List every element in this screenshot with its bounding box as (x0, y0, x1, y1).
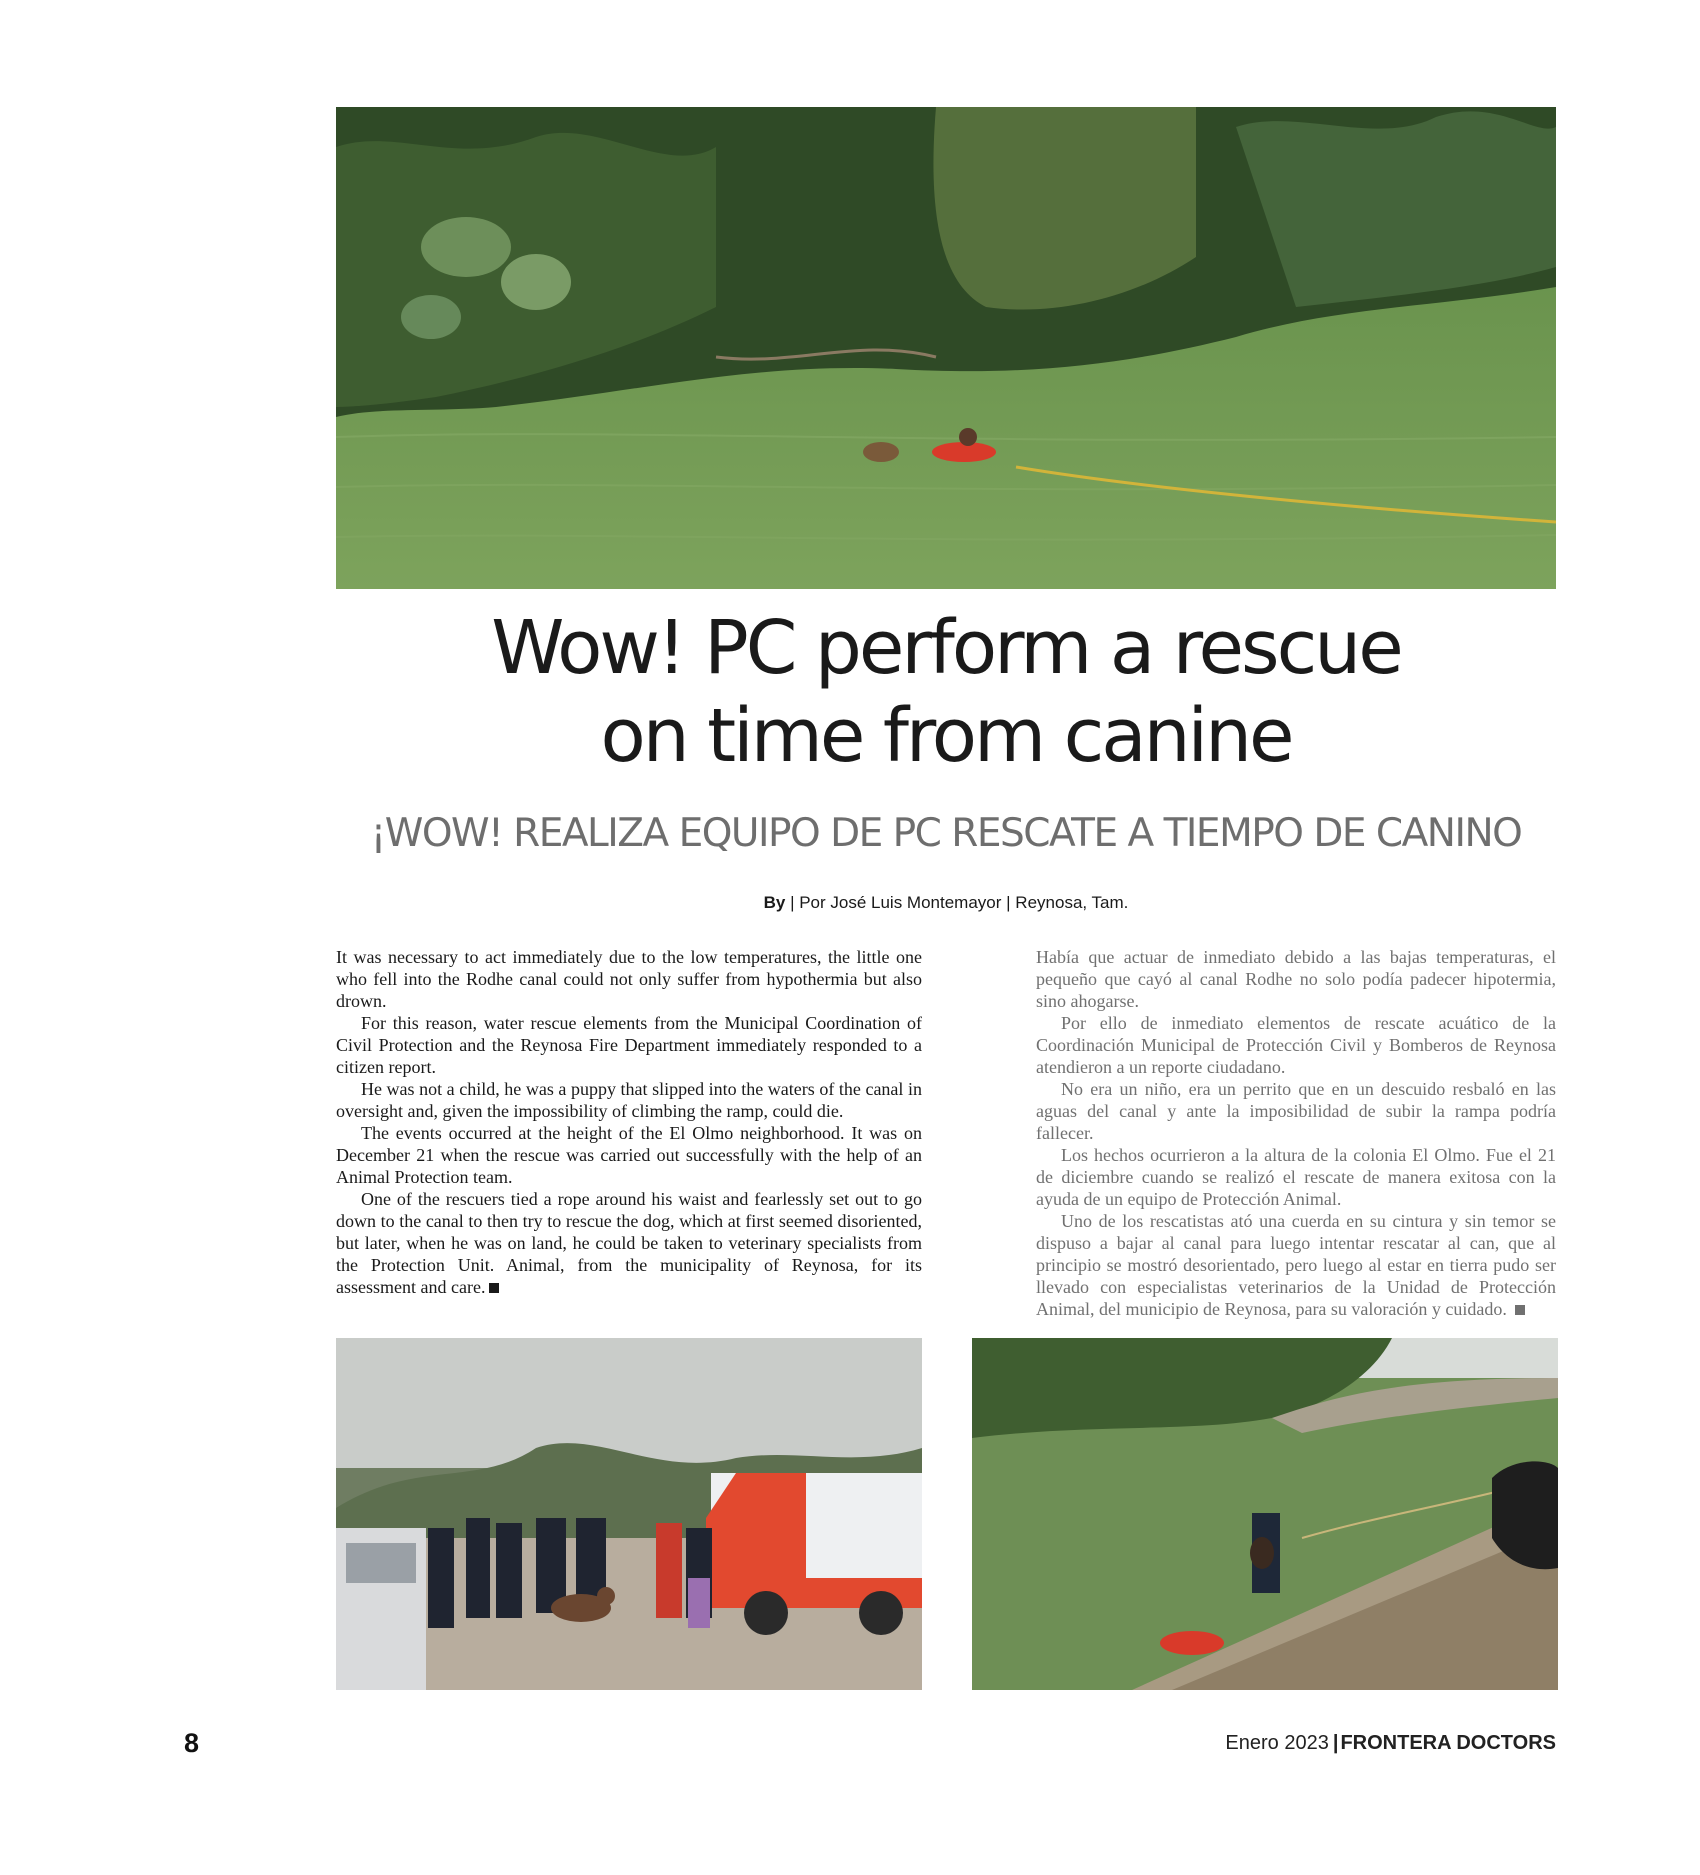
byline-author: | Por José Luis Montemayor | (790, 893, 1011, 912)
footer-issue-info (1225, 1732, 1556, 1755)
footer-publication-name: FRONTERA DOCTORS (1340, 1732, 1556, 1754)
english-paragraph-text: One of the rescuers tied a rope around his waist and fearlessly set out to go down to the canal to then try to rescue the dog, which at first seemed disoriented, but later, when he was on land, he could be taken to veterinary specialists from the Protection Unit. Animal, from the municipality of Reynosa, for its assessment and care. (336, 1189, 922, 1297)
spanish-paragraph: No era un niño, era un perrito que en un descuido resbaló en las aguas del canal y ante la imposibilidad de subir la rampa podría fallecer. (1036, 1079, 1556, 1143)
hero-photo-canal-rescue (336, 107, 1556, 589)
photo-rescuer-carrying-dog-from-canal (972, 1338, 1558, 1690)
page-number: 8 (184, 1728, 200, 1758)
byline-location: Reynosa, Tam. (1015, 893, 1129, 912)
spanish-paragraph-last (1036, 1210, 1556, 1320)
article-headline (336, 604, 1556, 780)
footer-issue-date: Enero 2023 (1225, 1732, 1329, 1754)
end-of-article-square-icon (1515, 1305, 1525, 1315)
english-paragraph: It was necessary to act immediately due to the low temperatures, the little one who fell into the Rodhe canal could not only suffer from hypothermia but also drown. (336, 947, 922, 1011)
photo-rescue-team-with-dog (336, 1338, 922, 1690)
english-paragraph: He was not a child, he was a puppy that slipped into the waters of the canal in oversight and, given the impossibility of climbing the ramp, could die. (336, 1079, 922, 1121)
english-paragraph: For this reason, water rescue elements from the Municipal Coordination of Civil Protection and the Reynosa Fire Department immediately responded to a citizen report. (336, 1013, 922, 1077)
english-paragraph: The events occurred at the height of the El Olmo neighborhood. It was on December 21 when the rescue was carried out successfully with the help of an Animal Protection team. (336, 1123, 922, 1187)
spanish-paragraph: Por ello de inmediato elementos de rescate acuático de la Coordinación Municipal de Protección Civil y Bomberos de Reynosa atendieron a un reporte ciudadano. (1036, 1013, 1556, 1077)
spanish-paragraph-text: Uno de los rescatistas ató una cuerda en su cintura y sin temor se dispuso a bajar al canal para luego intentar rescatar al can, que al principio se mostró desorientado, pero luego al estar en tierra pudo ser llevado con especialistas veterinarios de la Unidad de Protección Animal, del municipio de Reynosa, para su valoración y cuidado. (1036, 1211, 1556, 1319)
end-of-article-square-icon (489, 1283, 499, 1293)
english-paragraph-last (336, 1188, 922, 1298)
byline (336, 893, 1556, 913)
spanish-paragraph: Había que actuar de inmediato debido a las bajas temperaturas, el pequeño que cayó al canal Rodhe no solo podía padecer hipotermia, sino ahogarse. (1036, 947, 1556, 1011)
footer-separator: | (1332, 1732, 1339, 1754)
headline-line-2: on time from canine (600, 693, 1292, 779)
headline-line-1: Wow! PC perform a rescue (491, 605, 1401, 691)
byline-label: By (763, 893, 786, 912)
spanish-paragraph: Los hechos ocurrieron a la altura de la colonia El Olmo. Fue el 21 de diciembre cuando se realizó el rescate de manera exitosa con la ayuda de un equipo de Protección Animal. (1036, 1145, 1556, 1209)
spanish-subheadline: ¡WOW! REALIZA EQUIPO DE PC RESCATE A TIEMPO DE CANINO (370, 811, 1522, 856)
spanish-text-column (1036, 946, 1556, 1320)
english-text-column (336, 946, 922, 1298)
